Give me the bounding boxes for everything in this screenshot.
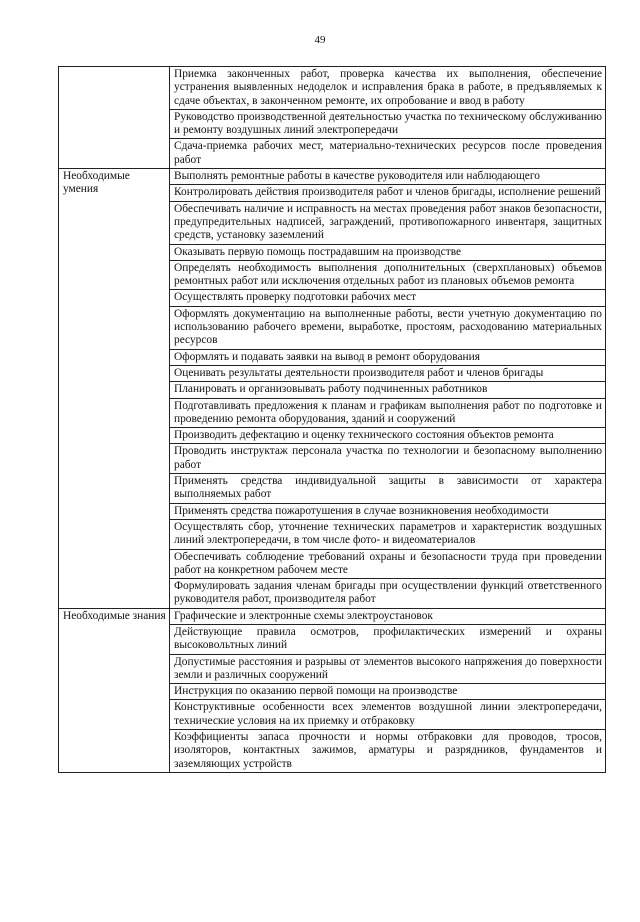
requirement-cell: Оформлять и подавать заявки на вывод в ремонт оборудования xyxy=(170,349,606,365)
requirement-cell: Обеспечивать соблюдение требований охраны и безопасности труда при проведении работ на конкретном рабочем месте xyxy=(170,549,606,579)
requirement-cell: Руководство производственной деятельностью участка по техническому обслуживанию и ремонту воздушных линий электропередачи xyxy=(170,109,606,139)
requirement-cell: Определять необходимость выполнения дополнительных (сверхплановых) объемов ремонтных работ или исключения отдельных работ из плановых объемов ремонта xyxy=(170,260,606,290)
requirement-cell: Приемка законченных работ, проверка качества их выполнения, обеспечение устранения выявленных недоделок и исправления брака в работе, в предъявляемых к сдаче объектах, в законченном ремонте, их опробование и ввод в работу xyxy=(170,67,606,110)
requirement-cell: Контролировать действия производителя работ и членов бригады, исполнение решений xyxy=(170,185,606,201)
competency-table xyxy=(58,66,606,773)
requirement-cell: Выполнять ремонтные работы в качестве руководителя или наблюдающего xyxy=(170,169,606,185)
requirement-cell: Формулировать задания членам бригады при осуществлении функций ответственного руководителя работ, производителя работ xyxy=(170,579,606,609)
table-row xyxy=(59,169,606,185)
requirement-cell: Подготавливать предложения к планам и графикам выполнения работ по подготовке и проведению ремонта оборудования, зданий и сооружений xyxy=(170,398,606,428)
requirement-cell: Применять средства пожаротушения в случае возникновения необходимости xyxy=(170,503,606,519)
requirement-cell: Графические и электронные схемы электроустановок xyxy=(170,608,606,624)
requirement-cell: Коэффициенты запаса прочности и нормы отбраковки для проводов, тросов, изоляторов, контактных зажимов, арматуры и разрядников, фундаментов и заземляющих устройств xyxy=(170,730,606,773)
section-label xyxy=(59,67,170,169)
requirement-cell: Планировать и организовывать работу подчиненных работников xyxy=(170,382,606,398)
requirement-cell: Допустимые расстояния и разрывы от элементов высокого напряжения до поверхности земли и различных сооружений xyxy=(170,654,606,684)
table-row xyxy=(59,67,606,110)
requirement-cell: Инструкция по оказанию первой помощи на производстве xyxy=(170,684,606,700)
requirement-cell: Проводить инструктаж персонала участка по технологии и безопасному выполнению работ xyxy=(170,444,606,474)
requirement-cell: Оказывать первую помощь пострадавшим на производстве xyxy=(170,244,606,260)
requirement-cell: Действующие правила осмотров, профилактических измерений и охраны высоковольтных линий xyxy=(170,624,606,654)
requirement-cell: Обеспечивать наличие и исправность на местах проведения работ знаков безопасности, предупредительных надписей, заграждений, противопожарного инвентаря, защитных средств, установку заземлений xyxy=(170,201,606,244)
section-label: Необходимые знания xyxy=(59,608,170,772)
table-row xyxy=(59,608,606,624)
section-label: Необходимые умения xyxy=(59,169,170,609)
page-number: 49 xyxy=(314,34,326,46)
requirement-cell: Конструктивные особенности всех элементов воздушной линии электропередачи, технические условия на их приемку и отбраковку xyxy=(170,700,606,730)
requirement-cell: Производить дефектацию и оценку технического состояния объектов ремонта xyxy=(170,428,606,444)
requirement-cell: Оценивать результаты деятельности производителя работ и членов бригады xyxy=(170,365,606,381)
requirement-cell: Применять средства индивидуальной защиты в зависимости от характера выполняемых работ xyxy=(170,474,606,504)
requirement-cell: Осуществлять проверку подготовки рабочих мест xyxy=(170,290,606,306)
requirement-cell: Оформлять документацию на выполненные работы, вести учетную документацию по использованию рабочего времени, выработке, простоям, расходованию материальных ресурсов xyxy=(170,306,606,349)
requirement-cell: Осуществлять сбор, уточнение технических параметров и характеристик воздушных линий электропередачи, в том числе фото- и видеоматериалов xyxy=(170,519,606,549)
requirement-cell: Сдача-приемка рабочих мест, материально-технических ресурсов после проведения работ xyxy=(170,139,606,169)
